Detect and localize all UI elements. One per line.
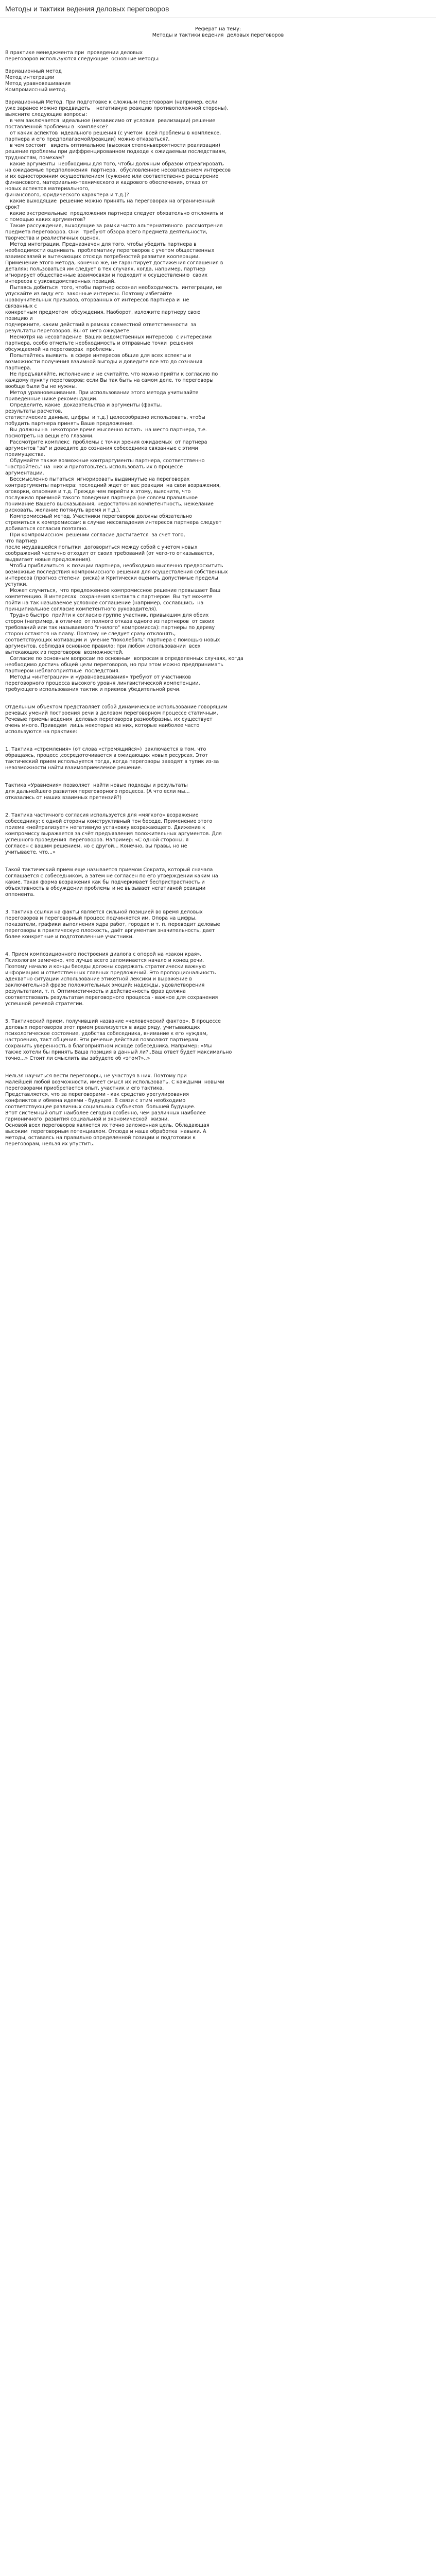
paragraph-block <box>5 812 431 856</box>
text-line: сторон остаются на плаву. Поэтому не следует сразу отклонять, <box>5 631 176 637</box>
text-line: аргументации. <box>5 470 44 476</box>
text-line: обращаясь, процесс ,сосредоточивается в ожидающих новых ресурсах. Этот <box>5 753 208 758</box>
text-line: принципиальное согласие компетентного руководителя). <box>5 606 158 612</box>
section-intro <box>5 704 431 735</box>
text-line: очень много. Приведем лишь некоторые из них, которые наиболее часто <box>5 723 200 728</box>
text-line: интересов с узковедомственных позиций. <box>5 279 116 284</box>
text-line <box>5 93 431 99</box>
text-line: невозможности найти взаимоприемлемое решение. <box>5 765 143 771</box>
text-line: выясните следующие вопросы: <box>5 112 88 117</box>
text-line: что партнер <box>5 538 38 544</box>
text-line: рисковать, желание потянуть время и т.д.). <box>5 507 121 513</box>
text-line: малейшей любой возможности, имеет смысл их использовать. С каждыми новыми <box>5 1079 224 1085</box>
text-line: более конкретные и подготовленные участники. <box>5 934 134 940</box>
text-line: Такие рассуждения, выходящие за рамки чисто альтернативного рассмотрения <box>5 223 223 229</box>
text-line: адекватно ситуации использование этикетной лексики и выражение в <box>5 976 192 982</box>
paragraph-block <box>5 783 431 801</box>
text-line: соглашается с собеседником, а затем не согласен по его утверждении каким на <box>5 873 218 879</box>
text-line: Такой тактический прием еще называется приемом Сократа, который сначала <box>5 867 213 873</box>
intro-label: Реферат на тему: <box>195 26 241 32</box>
text-line: финансового, материально-технического и кадрового обеспечения, отказ от <box>5 180 208 185</box>
text-line: Рассмотрите комплекс проблемы с точки зрения ожидаемых от партнера <box>5 439 207 445</box>
text-line: переговоров и переговорный процесс подчиняется им. Опора на цифры, <box>5 916 197 921</box>
text-line: игнорирует общественные взаимосвязи и подходит к осуществлению своих <box>5 273 207 278</box>
text-line: высоким переговорным потенциалом. Отсюда и наша обработка навыки. А <box>5 1129 206 1134</box>
text-line: какие экстремальные предложения партнера следует обязательно отклонить и <box>5 211 223 216</box>
text-line: партнера и его предполагаемой/реакции) можно отказаться?, <box>5 137 170 142</box>
text-line: приведенные ниже рекомендации. <box>5 396 98 402</box>
text-line: 5. Тактический прием, получивший название «человеческий фактор». В процессе <box>5 1019 221 1024</box>
text-line: Нельзя научиться вести переговоры, не участвуя в них. Поэтому при <box>5 1073 187 1079</box>
text-line: партнера, особо отметьте необходимость и отправные точки решения <box>5 341 193 346</box>
text-line: переговоры в практическую плоскость, даёт аргументам значительность, дает <box>5 928 215 934</box>
text-line: добиваться согласия поэтапно. <box>5 526 88 532</box>
text-line: контраргументы партнера: последний ждет от вас реакции на свои возражения, <box>5 483 221 488</box>
text-line: Этот системный опыт наиболее сегодня особенно, чем различных наиболее <box>5 1110 206 1116</box>
text-line: возможные последствия компромиссного решения для осуществления собственных <box>5 569 228 575</box>
text-line: используются на практике: <box>5 729 77 735</box>
text-line: переговорами приобретается опыт, участник и его тактика. <box>5 1086 164 1091</box>
text-line: предмета переговоров. Они требуют обзора всего предмета деятельности, <box>5 229 207 235</box>
intro-title: Методы и тактики ведения деловых переговоров <box>152 32 284 38</box>
text-line: финансового, юридического характера и т.д.)? <box>5 192 129 198</box>
text-line: подчеркните, каким действий в рамках совместной ответственности за <box>5 322 197 328</box>
text-line: Трудно быстро прийти к согласию группе участник, привыкшим для обеих <box>5 613 209 618</box>
text-line: вытекающих из переговоров возможностей. <box>5 650 124 655</box>
text-line: побудить партнера принять Ваше предложение. <box>5 421 134 427</box>
text-line: точно...» Стоит ли смыслить вы забудете об «этом?»..» <box>5 1056 150 1061</box>
text-line: необходимо достичь общей цели переговоров, но при этом можно предпринимать <box>5 662 223 668</box>
text-line: обсуждаемой на переговорах проблемы. <box>5 347 114 352</box>
text-line: в чем заключается идеальное (независимо от условия реализации) решение <box>5 118 216 124</box>
text-line: Применение этого метода, конечно же, не гарантирует достижения соглашения в <box>5 260 223 266</box>
text-line: уже заранее можно предвидеть негативную реакцию противоположной стороны), <box>5 106 229 111</box>
text-line: речевых умений построения речи в деловом переговорном процессе статичным. <box>5 710 218 716</box>
text-line: Компромиссный метод. <box>5 87 67 93</box>
text-line: статистические данные, цифры и т.д.) целесообразно использовать, чтобы <box>5 415 205 420</box>
text-line: При компромиссном решении согласие достигается за счет того, <box>5 532 185 538</box>
text-line: Метод интеграции. Предназначен для того, чтобы убедить партнера в <box>5 242 197 247</box>
text-line: гармоничного развития социальной и экономической жизни. <box>5 1116 169 1122</box>
text-line: сторон (например, в отличие от полного отказа одного из партнеров от своих <box>5 619 215 624</box>
paragraph-block <box>5 909 431 940</box>
text-line: показатели, графики выполнения ядра работ, городах и т. п. переводит деловые <box>5 922 220 927</box>
text-line: Вариационный метод <box>5 69 62 74</box>
text-line: согласен с вашим решением, но с другой... Конечно, вы правы, но не <box>5 843 187 849</box>
paragraph-block <box>5 867 431 898</box>
text-line: Метод уравновешивания <box>5 81 71 87</box>
paragraph-block <box>5 1019 431 1062</box>
text-line: в чем состоит видеть оптимальное (высокая степеньвероятности реализации) <box>5 143 220 148</box>
text-line: возможности получения взаимной выгоды и доведите все это до сознания <box>5 359 203 365</box>
text-line: Компромиссный метод. Участники переговоров должны обязательно <box>5 514 193 519</box>
text-line: Речевые приемы ведения деловых переговоров разнообразны, их существует <box>5 717 213 722</box>
paragraph-block <box>5 1073 431 1147</box>
text-line: Тактика «Уравнения» позволяет найти новые подходы и результаты <box>5 783 188 788</box>
text-line: настроению, такт общения. Эти речевые действия позволяют партнерам <box>5 1037 198 1043</box>
text-line: пойти на так называемое условное соглашение (например, сославшись на <box>5 600 204 606</box>
text-line: деталях; пользоваться им следует в тех случаях, когда, например, партнер <box>5 266 205 272</box>
text-line: Определите, какие доказательства и аргументы (факты, <box>5 402 162 408</box>
text-line: "настройтесь" на них и приготовьтесь использовать их в процессе <box>5 464 183 470</box>
paragraph-block <box>5 747 431 771</box>
text-line: оппонента. <box>5 892 35 897</box>
document-body <box>0 18 436 1159</box>
text-line: компромиссу выражается за счёт предъявления положительных аргументов. Для <box>5 831 222 837</box>
text-line: аргументов "за" и доведите до сознания собеседника связанные с этими <box>5 446 198 451</box>
text-line: методы, оставаясь на правильно определенной позиции и подготовки к <box>5 1135 196 1141</box>
text-line: Согласие по основным вопросам по основным вопросам в определенных случаях, когда <box>5 656 243 662</box>
text-line: 1. Тактика «стремления» (от слова «стремящийся») заключается в том, что <box>5 747 206 752</box>
paragraph-block <box>5 952 431 1007</box>
text-line: вообще были бы не нужны. <box>5 384 77 389</box>
text-line: посмотреть на вещи его глазами. <box>5 433 94 439</box>
text-line: связанных с <box>5 303 37 309</box>
text-line: объективность в обсуждении проблемы и не вызывает негативной реакции <box>5 886 206 891</box>
text-line: Метод уравновешивания. При использовании этого метода учитывайте <box>5 390 199 396</box>
text-line: В практике менеджмента при проведении деловых <box>5 50 143 56</box>
text-line: уступки. <box>5 582 28 587</box>
text-line: отказались от наших взаимных претензий?) <box>5 795 121 801</box>
text-line: Основой всех переговоров является их точно заложенная цель. Обладающая <box>5 1123 210 1128</box>
text-line: требований или так называемого "гнилого" компромисса): партнеры по дереву <box>5 625 215 631</box>
text-line: срок? <box>5 205 20 210</box>
text-line <box>5 62 431 69</box>
text-line: необходимости оценивать проблематику переговоров с учетом общественных <box>5 248 215 253</box>
text-line: упускайте из виду его законные интересы. Поэтому избегайте <box>5 291 172 297</box>
page-title: Методы и тактики ведения деловых переговоров <box>5 5 169 13</box>
text-line: соображений частично отходит от своих требований (от чего-то отказывается, <box>5 551 214 556</box>
text-line: собеседнику: с одной стороны конструктивный тон беседе. Применение этого <box>5 819 213 824</box>
text-line: от каких аспектов идеального решения (с учетом всей проблемы в комплексе, <box>5 130 221 136</box>
text-line: конкретным предметом обсуждения. Наоборот, изложите партнеру свою <box>5 310 201 315</box>
text-line: какие выходящие решение можно принять на переговорах на ограниченный <box>5 198 215 204</box>
text-line: Несмотря на несовпадение Ваших ведомственных интересов с интересами <box>5 334 212 340</box>
text-line: конфликтов и обмена идеями - будущее. В связи с этим необходимо <box>5 1098 186 1104</box>
top-bar <box>0 0 436 18</box>
text-line: Отдельным объектом представляет собой динамическое использование говорящим <box>5 704 228 710</box>
text-line: Пытаясь добиться того, чтобы партнер осознал необходимость интеграции, не <box>5 285 222 291</box>
text-line: переговоров используются следующие основные методы: <box>5 56 160 62</box>
text-line: какие. Такая форма возражения как бы подчеркивает беспристрастность и <box>5 879 205 885</box>
text-line: Представляется, что за переговорами - как средство урегулирования <box>5 1092 189 1097</box>
text-line: Попытайтесь выявить в сфере интересов общие для всех аспекты и <box>5 353 191 359</box>
text-line: результатами, т. п. Оптимистичность и действенность фраз должна <box>5 989 186 994</box>
text-line: результаты расчетов, <box>5 409 63 414</box>
text-line: понимание Вашего высказывания, недостаточная компетентность, нежелание <box>5 501 214 507</box>
text-line: переговорам, нельзя их упустить. <box>5 1141 95 1147</box>
text-line: на ожидаемые предположения партнера, обусловленное несовпадением интересов <box>5 167 231 173</box>
text-line: стремиться к компромиссам: в случае несовпадения интересов партнера следует <box>5 520 222 526</box>
text-line: Бессмысленно пытаться игнорировать выдвинутые на переговорах <box>5 477 190 482</box>
main-text <box>5 50 431 693</box>
text-line: творчества и реалистичных оценок. <box>5 235 100 241</box>
text-line: компетенцию. В интересах сохранения контакта с партнером Вы тут можете <box>5 594 213 600</box>
page <box>0 0 436 1159</box>
text-line: интересов (прогноз степени риска) и Критически оценить допустимые пределы <box>5 575 218 581</box>
text-line: переговорного процесса высокого уровня лингвистической компетенции, <box>5 681 200 686</box>
text-line: каждому пункту переговоров; если Вы так быть на самом деле, то переговоры <box>5 378 214 383</box>
text-line: позицию и <box>5 316 33 321</box>
text-line: соответствующих мотивации и умение "поколебать" партнера с помощью новых <box>5 637 220 643</box>
text-line: психологическое состояние, удобства собеседника, внимание к его нуждам, <box>5 1031 208 1037</box>
text-line: какие аргументы необходимы для того, чтобы должным образом отреагировать <box>5 161 224 167</box>
text-line: и их односторонним осуществлением (сужение или соответственно расширение <box>5 174 219 179</box>
text-line: выдвигает новые предложения). <box>5 557 92 563</box>
text-line: учитываете, что...» <box>5 850 56 855</box>
text-line: Вы должны на некоторое время мысленно встать на место партнера, т.е. <box>5 427 207 433</box>
text-line: приема «нейтрализует» негативную установку возражающего. Движение к <box>5 825 205 831</box>
text-line: Чтобы приблизиться к позиции партнера, необходимо мысленно предвосхитить <box>5 563 223 569</box>
text-line: трудностям, помехам? <box>5 155 65 161</box>
text-line: партнера. <box>5 365 32 371</box>
text-line: аргументов, соблюдая основное правило: при любом использовании всех <box>5 643 201 649</box>
text-line: тактический прием используется тогда, когда переговоры заходят в тупик из-за <box>5 759 219 765</box>
text-line: новых аспектов материального, <box>5 186 90 192</box>
text-line: решение проблемы при диффренцированном подходе к ожидаемым последствиям, <box>5 149 227 155</box>
text-line: успешного проведения переговоров. Например: «С одной стороны, я <box>5 837 189 843</box>
tactics-list <box>5 747 431 1159</box>
text-line: деловых переговоров этот прием реализуется в виде ряду, учитывающих <box>5 1025 200 1030</box>
text-line: Психологам замечено, что лучше всего запоминается начало и конец речи. <box>5 958 204 963</box>
text-line: также хотели бы принять Ваша позиция в данный ли?..Ваш ответ будет максимально <box>5 1049 232 1055</box>
text-line: Не предъявляйте, исполнение и не считайте, что можно прийти к согласию по <box>5 371 218 377</box>
text-line: Методы «интеграции» и «уравновешивания» требуют от участников <box>5 674 191 680</box>
text-line: преимущества. <box>5 452 45 457</box>
text-line: партнером неблагоприятные последствия. <box>5 668 120 674</box>
text-line: 2. Тактика частичного согласия используется для «мягкого» возражение <box>5 812 199 818</box>
text-line: соответствовать результатам переговорного процесса - важное для сохранения <box>5 995 218 1001</box>
text-line: 3. Тактика ссылки на факты является сильной позицией во время деловых <box>5 909 203 915</box>
text-line: после неудавшейся попытки договориться между собой с учетом новых <box>5 545 198 550</box>
text-line: успешной речевой стратегии. <box>5 1001 84 1007</box>
text-line: Вариационный Метод. При подготовке к сложным переговорам (например, если <box>5 99 218 105</box>
text-line: послужило причиной такого поведения партнера (не совсем правильное <box>5 495 198 501</box>
text-line: с помощью каких аргументов? <box>5 217 86 223</box>
text-line: информацию и ответственных главных предложений. Это пропорциональность <box>5 970 216 976</box>
text-line: поставленной проблемы в комплексе? <box>5 124 108 130</box>
text-line: соответствующее различных социальных субъектов большей будущее. <box>5 1104 196 1110</box>
text-line: требующего использования тактик и приемов убедительной речи. <box>5 687 181 692</box>
text-line: для дальнейшего развития переговорного процесса. (А что если мы... <box>5 789 190 794</box>
text-line: взаимосвязей и вытекающих отсюда потребностей развития кооперации. <box>5 254 200 260</box>
text-line: нравоучительных призывов, оторванных от интересов партнера и не <box>5 297 189 303</box>
text-line: Может случиться, что предложенное компромиссное решение превышает Ваш <box>5 588 221 594</box>
text-line: заключительной фразе положительных эмоций: надежды, удовлетворения <box>5 982 205 988</box>
text-line: результаты переговоров. Вы от него ожидаете. <box>5 328 131 334</box>
text-line: оговорки, опасения и т.д. Прежде чем перейти к этому, выясните, что <box>5 489 191 495</box>
text-line: 4. Прием композиционного построения диалога с опорой на «закон края». <box>5 952 202 957</box>
text-line: Поэтому начало и концы беседы должны содержать стратегически важную <box>5 964 206 970</box>
text-line: Обдумайте также возможные контраргументы партнера, соответственно <box>5 458 205 464</box>
text-line: сохранить уверенность в благоприятном исходе собеседника. Например: «Мы <box>5 1043 212 1049</box>
text-line: Метод интеграции <box>5 75 55 80</box>
